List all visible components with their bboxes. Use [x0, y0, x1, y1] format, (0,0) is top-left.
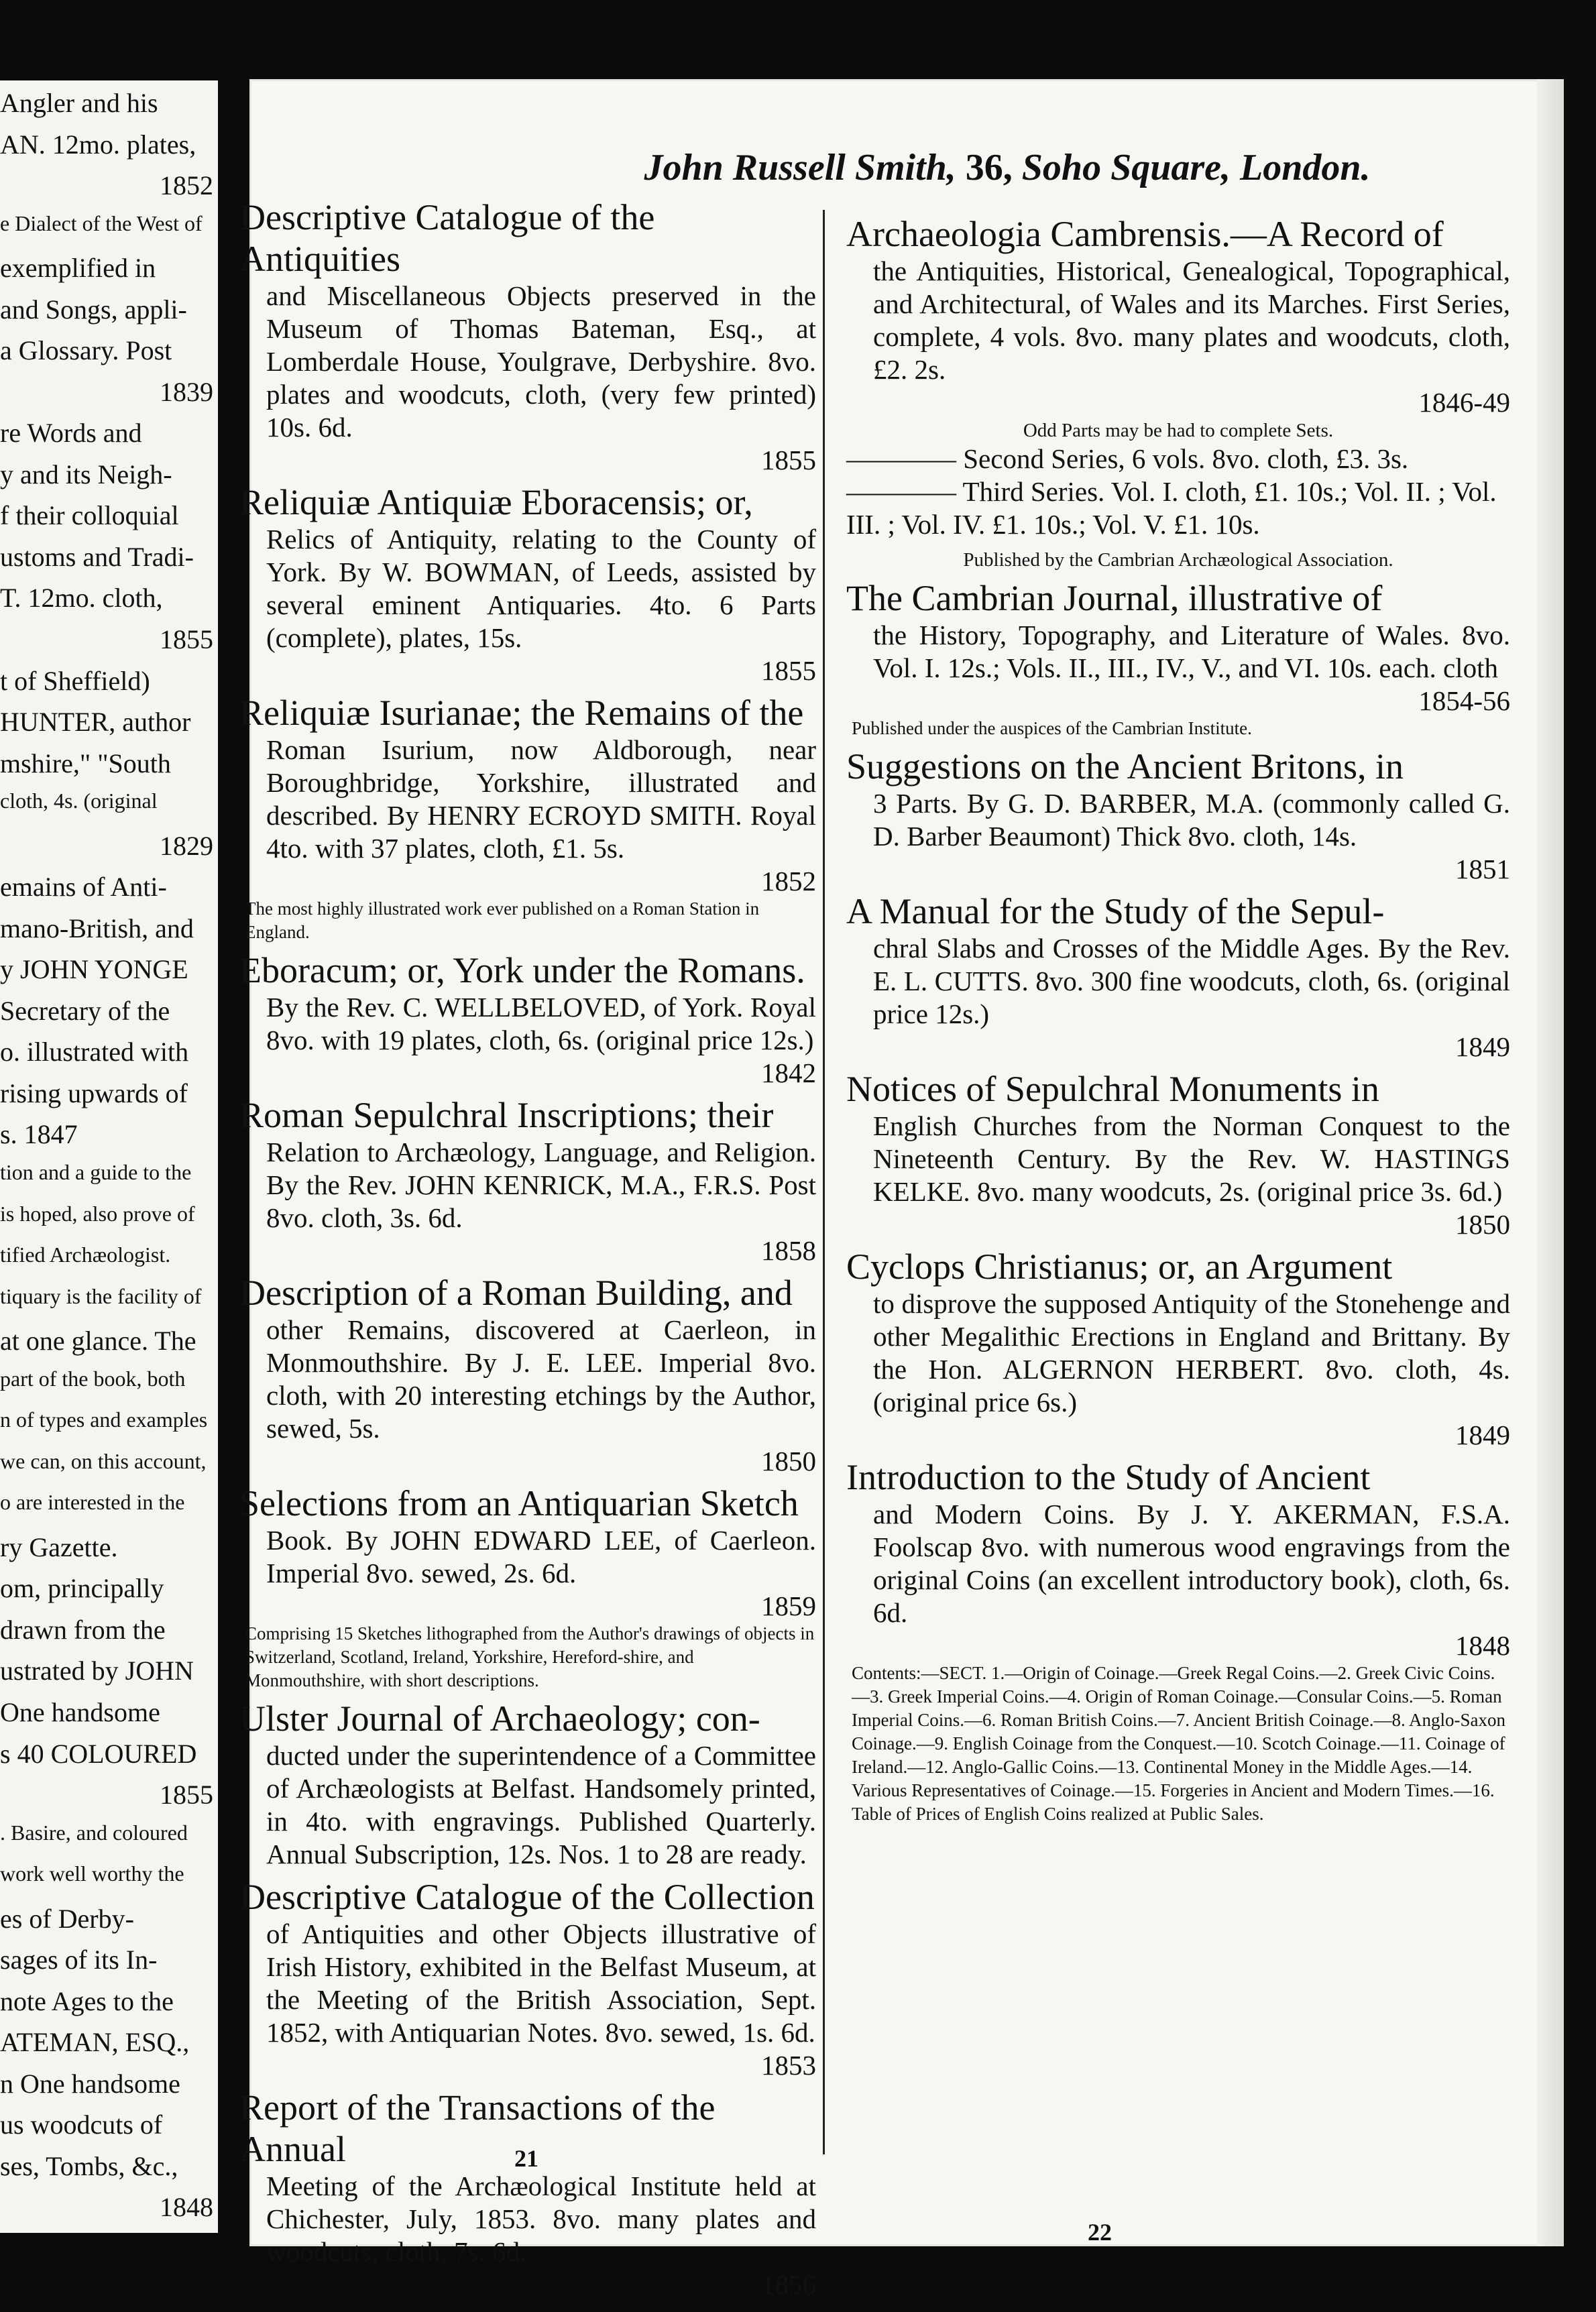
entry-title: Notices of Sepulchral Monuments in: [846, 1069, 1379, 1109]
publisher-header: [531, 146, 1483, 189]
entry-title: Introduction to the Study of Ancient: [846, 1457, 1371, 1497]
previous-page-line: o are interested in the: [0, 1490, 185, 1515]
previous-page-line: s. 1847: [0, 1119, 78, 1150]
entry-title: Report of the Transactions of the Annual: [239, 2087, 716, 2169]
entry-body: the Antiquities, Historical, Genealogical, Topographical, and Architectural, of Wales and its Marches. First Series, complete, 4 vols. 8vo. many plates and woodcuts, cloth, £2. 2s.: [873, 255, 1510, 385]
catalogue-entry-right-3: [846, 1068, 1510, 1240]
previous-page-line: sages of its In-: [0, 1945, 158, 1975]
previous-page-line: o. illustrated with: [0, 1037, 189, 1067]
previous-page-line: . Basire, and coloured: [0, 1820, 188, 1845]
right-column: [846, 213, 1510, 2246]
previous-page-line: cloth, 4s. (original: [0, 789, 158, 813]
previous-page-line: mshire," "South: [0, 748, 171, 778]
catalogue-entry-left-8: [239, 1876, 816, 2081]
catalogue-entry-right-2: [846, 890, 1510, 1063]
odd-parts-note: Odd Parts may be had to complete Sets.: [1023, 420, 1334, 441]
entry-title: The Cambrian Journal, illustrative of: [846, 578, 1383, 618]
previous-page-fragment: [0, 80, 218, 2233]
second-series: ———— Second Series, 6 vols. 8vo. cloth, £3. 3s.: [846, 443, 1409, 474]
previous-page-line: 1829: [160, 830, 213, 861]
publisher-address: Soho Square, London.: [1021, 147, 1371, 188]
previous-page-line: Angler and his: [0, 88, 158, 118]
previous-page-line: 1855: [160, 1780, 213, 1810]
previous-page-line: 1839: [160, 376, 213, 407]
entry-title: Description of a Roman Building, and: [239, 1273, 793, 1313]
catalogue-entry-left-0: [239, 196, 816, 476]
entry-year: 1858: [761, 1235, 816, 1266]
previous-page-line: a Glossary. Post: [0, 335, 172, 366]
entry-year: 1848: [1455, 1630, 1510, 1661]
entry-year: 1849: [1455, 1420, 1510, 1450]
publisher-name: John Russell Smith,: [644, 147, 956, 188]
entry-title: Reliquiæ Isurianae; the Remains of the: [239, 693, 804, 733]
entry-year: 1855: [761, 445, 816, 475]
previous-page-line: rising upwards of: [0, 1078, 188, 1108]
previous-page-line: es of Derby-: [0, 1903, 134, 1934]
entry-title: Reliquiæ Antiquiæ Eboracensis; or,: [239, 482, 753, 522]
previous-page-line: emains of Anti-: [0, 872, 167, 903]
page-number-left: 21: [514, 2145, 538, 2172]
entry-body: the History, Topography, and Literature of Wales. 8vo. Vol. I. 12s.; Vols. II., III., IV., V., and VI. 10s. each. cloth: [873, 620, 1510, 683]
published-by-note: Published by the Cambrian Archæological Association.: [963, 549, 1393, 571]
catalogue-page: [239, 79, 1564, 2300]
previous-page-line: 1852: [160, 170, 213, 201]
previous-page-line: us woodcuts of: [0, 2109, 163, 2140]
previous-page-line: f their colloquial: [0, 500, 179, 531]
previous-page-line: we can, on this account,: [0, 1448, 207, 1473]
entry-year: 1849: [1455, 1031, 1510, 1062]
entry-body: By the Rev. C. WELLBELOVED, of York. Royal 8vo. with 19 plates, cloth, 6s. (original price 12s.): [266, 992, 816, 1055]
previous-page-line: drawn from the: [0, 1614, 166, 1645]
catalogue-entry-left-9: [239, 2087, 816, 2301]
previous-page-line: and Songs, appli-: [0, 294, 187, 325]
previous-page-line: n One handsome: [0, 2068, 180, 2099]
previous-page-line: ustoms and Tradi-: [0, 541, 194, 572]
entry-title: Selections from an Antiquarian Sketch: [239, 1483, 799, 1523]
previous-page-line: Secretary of the: [0, 995, 170, 1026]
entry-year: 1842: [761, 1057, 816, 1088]
catalogue-entry-archaeologia: [846, 213, 1510, 572]
catalogue-entry-left-7: [239, 1698, 816, 1871]
previous-page-line: note Ages to the: [0, 1985, 174, 2016]
previous-page-line: AN. 12mo. plates,: [0, 129, 196, 160]
left-column: [239, 196, 816, 2306]
entry-year: 1855: [761, 655, 816, 686]
entry-year: 1854-56: [1418, 685, 1510, 716]
entry-body: Book. By JOHN EDWARD LEE, of Caerleon. Imperial 8vo. sewed, 2s. 6d.: [266, 1525, 816, 1588]
catalogue-entry-right-4: [846, 1246, 1510, 1451]
previous-page-line: 1848: [160, 2192, 213, 2223]
entry-title: Descriptive Catalogue of the Antiquities: [239, 197, 655, 279]
previous-page-line: s 40 COLOURED: [0, 1738, 197, 1769]
catalogue-entry-left-1: [239, 481, 816, 687]
page-edge: [1537, 79, 1564, 2246]
entry-note: The most highly illustrated work ever published on a Roman Station in England.: [245, 899, 760, 942]
catalogue-entry-left-3: [239, 949, 816, 1089]
catalogue-entry-left-2: [239, 692, 816, 944]
previous-page-line: T. 12mo. cloth,: [0, 583, 163, 614]
entry-note: Published under the auspices of the Cambrian Institute.: [852, 718, 1252, 738]
previous-page-line: exemplified in: [0, 253, 156, 284]
catalogue-entry-left-5: [239, 1272, 816, 1477]
entry-body: of Antiquities and other Objects illustrative of Irish History, exhibited in the Belfast Museum, at the Meeting of the British Association, Sept. 1852, with Antiquarian Notes. 8vo. sewed, 1s. 6d.: [266, 1918, 816, 2048]
column-divider: [823, 210, 825, 2154]
entry-body: English Churches from the Norman Conquest to the Nineteenth Century. By the Rev. W. HASTINGS KELKE. 8vo. many woodcuts, 2s. (original price 3s. 6d.): [873, 1110, 1510, 1207]
entry-year: 1856: [761, 2269, 816, 2300]
previous-page-line: y and its Neigh-: [0, 459, 172, 489]
entry-body: Roman Isurium, now Aldborough, near Boroughbridge, Yorkshire, illustrated and described. By HENRY ECROYD SMITH. Royal 4to. with 37 plates, cloth, £1. 5s.: [266, 734, 816, 864]
previous-page-line: mano-British, and: [0, 913, 194, 943]
previous-page-line: om, principally: [0, 1573, 164, 1604]
entry-title: A Manual for the Study of the Sepul-: [846, 891, 1385, 931]
catalogue-entry-left-6: [239, 1483, 816, 1692]
catalogue-entry-right-5: [846, 1456, 1510, 1826]
previous-page-line: is hoped, also prove of: [0, 1201, 195, 1226]
entry-year: 1850: [1455, 1209, 1510, 1240]
previous-page-line: tiquary is the facility of: [0, 1283, 202, 1308]
previous-page-line: 1855: [160, 624, 213, 654]
entry-title: Suggestions on the Ancient Britons, in: [846, 746, 1404, 787]
page-number-right: 22: [1088, 2219, 1112, 2246]
entry-note: Comprising 15 Sketches lithographed from the Author's drawings of objects in Switzerland, Scotland, Ireland, Yorkshire, Hereford-shire, and Monmouthshire, with short descriptions.: [245, 1623, 815, 1690]
entry-year: 1853: [761, 2050, 816, 2081]
previous-page-line: e Dialect of the West of: [0, 211, 203, 235]
entry-body: to disprove the supposed Antiquity of the Stonehenge and other Megalithic Erections in England and Brittany. By the Hon. ALGERNON HERBERT. 8vo. cloth, 4s. (original price 6s.): [873, 1288, 1510, 1418]
catalogue-entry-right-0: [846, 577, 1510, 740]
previous-page-line: n of types and examples: [0, 1407, 208, 1432]
previous-page-line: ses, Tombs, &c.,: [0, 2150, 178, 2181]
entry-title: Descriptive Catalogue of the Collection: [239, 1877, 815, 1917]
entry-body: Relation to Archæology, Language, and Religion. By the Rev. JOHN KENRICK, M.A., F.R.S. Post 8vo. cloth, 3s. 6d.: [266, 1137, 816, 1233]
previous-page-line: re Words and: [0, 418, 142, 449]
entry-body: and Miscellaneous Objects preserved in the Museum of Thomas Bateman, Esq., at Lomberdale House, Youlgrave, Derbyshire. 8vo. plates and woodcuts, cloth, (very few printed) 10s. 6d.: [266, 280, 816, 443]
previous-page-line: One handsome: [0, 1697, 160, 1727]
previous-page-line: ustrated by JOHN: [0, 1656, 194, 1686]
entry-title: Eboracum; or, York under the Romans.: [239, 950, 805, 990]
publisher-number: 36,: [965, 147, 1013, 188]
entry-note: Contents:—SECT. 1.—Origin of Coinage.—Greek Regal Coins.—2. Greek Civic Coins.—3. Greek Imperial Coins.—4. Origin of Roman Coinage.—Consular Coins.—5. Roman Imperial Coins.—6. Roman British Coins.—7. Ancient British Coinage.—8. Anglo-Saxon Coinage.—9. English Coinage from the Conquest.—10. Scotch Coinage.—11. Coinage of Ireland.—12. Anglo-Gallic Coins.—13. Continental Money in the Middle Ages.—14. Various Representatives of Coinage.—15. Forgeries in Ancient and Modern Times.—16. Table of Prices of English Coins realized at Public Sales.: [852, 1663, 1505, 1824]
entry-title: Archaeologia Cambrensis.—A Record of: [846, 214, 1444, 254]
entry-title: Roman Sepulchral Inscriptions; their: [239, 1095, 774, 1135]
previous-page-line: y JOHN YONGE: [0, 954, 188, 985]
previous-page-line: tified Archæologist.: [0, 1242, 171, 1267]
entry-body: Relics of Antiquity, relating to the County of York. By W. BOWMAN, of Leeds, assisted by several eminent Antiquaries. 4to. 6 Parts (complete), plates, 15s.: [266, 524, 816, 653]
catalogue-entry-right-1: [846, 746, 1510, 885]
entry-body: chral Slabs and Crosses of the Middle Ages. By the Rev. E. L. CUTTS. 8vo. 300 fine woodcuts, cloth, 6s. (original price 12s.): [873, 933, 1510, 1029]
entry-year: 1859: [761, 1591, 816, 1621]
entry-title: Ulster Journal of Archaeology; con-: [239, 1698, 760, 1739]
entry-year: 1852: [761, 866, 816, 897]
entry-body: other Remains, discovered at Caerleon, in Monmouthshire. By J. E. LEE. Imperial 8vo. cloth, with 20 interesting etchings by the Author, sewed, 5s.: [266, 1314, 816, 1444]
previous-page-line: ry Gazette.: [0, 1531, 118, 1562]
previous-page-line: at one glance. The: [0, 1326, 196, 1356]
entry-title: Cyclops Christianus; or, an Argument: [846, 1247, 1393, 1287]
previous-page-line: HUNTER, author: [0, 707, 191, 738]
previous-page-line: tion and a guide to the: [0, 1160, 192, 1184]
previous-page-line: part of the book, both: [0, 1366, 186, 1391]
entry-body: ducted under the superintendence of a Committee of Archæologists at Belfast. Handsomely printed, in 4to. with engravings. Published Quarterly. Annual Subscription, 12s. Nos. 1 to 28 are ready.: [266, 1740, 816, 1869]
previous-page-line: t of Sheffield): [0, 665, 150, 696]
third-series: ———— Third Series. Vol. I. cloth, £1. 10s.; Vol. II. ; Vol. III. ; Vol. IV. £1. 10s.; Vol. V. £1. 10s.: [846, 476, 1497, 540]
entry-body: 3 Parts. By G. D. BARBER, M.A. (commonly called G. D. Barber Beaumont) Thick 8vo. cloth, 14s.: [873, 788, 1510, 852]
entry-body: Meeting of the Archæological Institute held at Chichester, July, 1853. 8vo. many plates and woodcuts, cloth, 7s. 6d.: [266, 2171, 816, 2267]
previous-page-line: ATEMAN, ESQ.,: [0, 2027, 190, 2058]
entry-year: 1846-49: [1418, 387, 1510, 418]
entry-body: and Modern Coins. By J. Y. AKERMAN, F.S.A. Foolscap 8vo. with numerous wood engravings from the original Coins (an excellent introductory book), cloth, 6s. 6d.: [873, 1499, 1510, 1628]
catalogue-entry-left-4: [239, 1094, 816, 1267]
previous-page-line: work well worthy the: [0, 1861, 184, 1886]
entry-year: 1851: [1455, 854, 1510, 884]
entry-year: 1850: [761, 1446, 816, 1477]
